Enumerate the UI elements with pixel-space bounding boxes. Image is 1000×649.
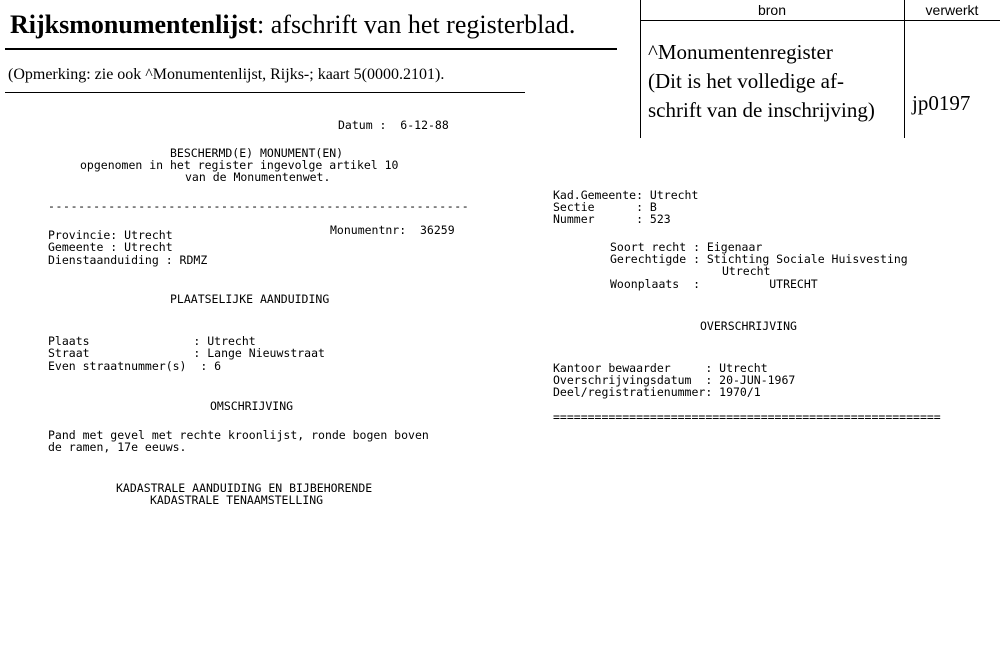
remark-text: (Opmerking: zie ook ^Monumentenlijst, Rijks-; kaart 5(0000.2101). — [8, 66, 445, 83]
overschrijvingsdatum-field: Overschrijvingsdatum : 20-JUN-1967 — [553, 373, 796, 387]
section-heading: OVERSCHRIJVING — [700, 319, 797, 333]
dashed-rule: -------------------------------------------------------- — [48, 199, 470, 213]
record-heading: BESCHERMD(E) MONUMENT(EN) — [170, 146, 344, 160]
record-heading: van de Monumentenwet. — [185, 170, 331, 184]
title-bold: Rijksmonumentenlijst — [10, 10, 258, 39]
source-box-header-rule — [640, 20, 1000, 21]
description-line: Pand met gevel met rechte kroonlijst, ronde bogen boven — [48, 428, 429, 442]
section-heading: PLAATSELIJKE AANDUIDING — [170, 292, 330, 306]
sectie-field: Sectie : B — [553, 200, 657, 214]
description-line: de ramen, 17e eeuws. — [48, 440, 187, 454]
record-date: Datum : 6-12-88 — [338, 118, 449, 132]
straat-field: Straat : Lange Nieuwstraat — [48, 346, 325, 360]
source-line: (Dit is het volledige af- — [648, 69, 844, 93]
monumentnr-field: Monumentnr: 36259 — [330, 223, 455, 237]
remark-underline — [5, 92, 525, 93]
source-line: ^Monumentenregister — [648, 40, 833, 64]
column-header-verwerkt: verwerkt — [925, 2, 979, 18]
kantoor-field: Kantoor bewaarder : Utrecht — [553, 361, 768, 375]
source-description — [648, 38, 875, 125]
gerechtigde-city: Utrecht — [722, 264, 771, 278]
kad-gemeente-field: Kad.Gemeente: Utrecht — [553, 188, 699, 202]
gerechtigde-field: Gerechtigde : Stichting Sociale Huisvesting — [610, 252, 908, 266]
title-underline — [5, 48, 617, 50]
title-rest: : afschrift van het registerblad. — [257, 10, 576, 39]
record-heading: opgenomen in het register ingevolge artikel 10 — [80, 158, 399, 172]
section-heading: KADASTRALE TENAAMSTELLING — [150, 493, 324, 507]
section-heading: KADASTRALE AANDUIDING EN BIJBEHORENDE — [116, 481, 373, 495]
plaats-field: Plaats : Utrecht — [48, 334, 256, 348]
provincie-field: Provincie: Utrecht — [48, 228, 173, 242]
double-rule: ======================================================== — [553, 411, 941, 423]
nummer-field: Nummer : 523 — [553, 212, 671, 226]
source-line: schrift van de inschrijving) — [648, 98, 875, 122]
dienst-field: Dienstaanduiding : RDMZ — [48, 253, 208, 267]
document-title — [10, 10, 575, 40]
straatnummer-field: Even straatnummer(s) : 6 — [48, 359, 222, 373]
section-heading: OMSCHRIJVING — [210, 399, 294, 413]
verwerkt-code: jp0197 — [912, 91, 971, 115]
gemeente-field: Gemeente : Utrecht — [48, 240, 173, 254]
woonplaats-field: Woonplaats : UTRECHT — [610, 277, 818, 291]
column-header-bron: bron — [757, 2, 787, 18]
soort-recht-field: Soort recht : Eigenaar — [610, 240, 763, 254]
deel-field: Deel/registratienummer: 1970/1 — [553, 385, 761, 399]
